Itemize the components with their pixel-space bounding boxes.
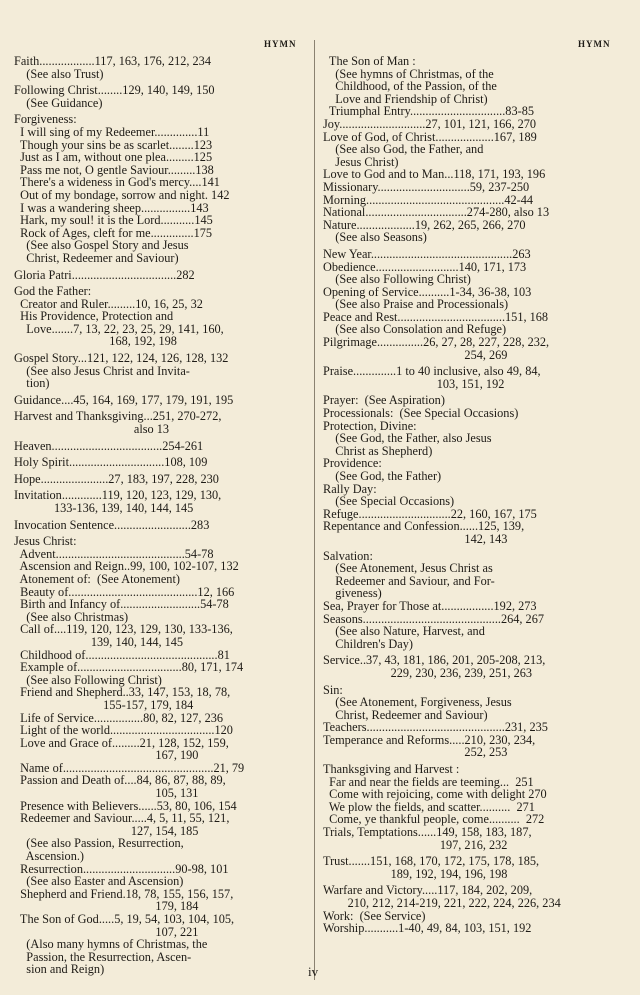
index-entry: Christ, Redeemer and Saviour) bbox=[323, 707, 488, 722]
index-entry: Example of..................................80, 171, 174 bbox=[14, 660, 244, 675]
index-entry: Trials, Temptations......149, 158, 183, 187, bbox=[323, 825, 532, 840]
index-entry: Shepherd and Friend.18, 78, 155, 156, 157, bbox=[14, 886, 234, 901]
index-entry: 155-157, 179, 184 bbox=[14, 697, 194, 712]
index-entry: Light of the world..................................120 bbox=[14, 723, 233, 738]
index-entry: Invitation.............119, 120, 123, 129, 130, bbox=[14, 488, 222, 503]
page-number: iv bbox=[308, 964, 319, 979]
index-entry: (See hymns of Christmas, of the bbox=[323, 66, 494, 81]
column-header-left: HYMN bbox=[264, 39, 297, 49]
index-entry: (See also Nature, Harvest, and bbox=[323, 624, 485, 639]
index-entry: Pilgrimage...............26, 27, 28, 227, 228, 232, bbox=[323, 335, 550, 350]
index-entry: also 13 bbox=[14, 422, 170, 437]
index-entry: (See also Passion, Resurrection, bbox=[14, 836, 184, 851]
index-entry: Nature...................19, 262, 265, 266, 270 bbox=[323, 217, 526, 232]
index-entry: Providence: bbox=[323, 456, 382, 471]
index-entry: Worship...........1-40, 49, 84, 103, 151, 192 bbox=[323, 921, 532, 936]
index-entry: Following Christ........129, 140, 149, 150 bbox=[14, 83, 215, 98]
index-entry: 168, 192, 198 bbox=[14, 334, 177, 349]
index-entry: Childhood of...........................................81 bbox=[14, 647, 230, 662]
index-entry: Presence with Believers......53, 80, 106, 154 bbox=[14, 798, 237, 813]
index-entry: Love and Friendship of Christ) bbox=[323, 91, 488, 106]
index-entry: Childhood, of the Passion, of the bbox=[323, 79, 497, 94]
index-entry: 142, 143 bbox=[323, 531, 508, 546]
index-entry: Sea, Prayer for Those at.................192, 273 bbox=[323, 598, 537, 613]
index-entry: Love of God, of Christ...................167, 189 bbox=[323, 129, 537, 144]
index-entry: Ascension and Reign..99, 100, 102-107, 132 bbox=[14, 559, 239, 574]
index-entry: (See God, the Father, also Jesus bbox=[323, 431, 492, 446]
index-entry: Morning.............................................42-44 bbox=[323, 192, 534, 207]
index-entry: tion) bbox=[14, 376, 50, 391]
index-entry: (See also God, the Father, and bbox=[323, 142, 484, 157]
index-entry: Christ, Redeemer and Saviour) bbox=[14, 250, 179, 265]
index-entry: Sin: bbox=[323, 682, 343, 697]
index-entry: Passion and Death of....84, 86, 87, 88, 89, bbox=[14, 773, 226, 788]
index-entry: Passion, the Resurrection, Ascen- bbox=[14, 949, 192, 964]
index-entry: Harvest and Thanksgiving...251, 270-272, bbox=[14, 409, 222, 424]
index-entry: (See also Jesus Christ and Invita- bbox=[14, 363, 190, 378]
index-entry: Call of....119, 120, 123, 129, 130, 133-136, bbox=[14, 622, 233, 637]
index-entry: Invocation Sentence.........................283 bbox=[14, 517, 210, 532]
index-entry: Salvation: bbox=[323, 548, 373, 563]
index-entry: 189, 192, 194, 196, 198 bbox=[323, 866, 508, 881]
index-entry: Gloria Patri..................................282 bbox=[14, 267, 195, 282]
index-entry: 139, 140, 144, 145 bbox=[14, 634, 184, 649]
index-entry: Jesus Christ) bbox=[323, 154, 399, 169]
index-entry: Seasons.............................................264, 267 bbox=[323, 611, 545, 626]
index-entry: Out of my bondage, sorrow and night. 142 bbox=[14, 187, 230, 202]
index-entry: (See also Trust) bbox=[14, 66, 104, 81]
index-entry: 167, 190 bbox=[14, 748, 199, 763]
index-entry: Work: (See Service) bbox=[323, 908, 426, 923]
index-entry: Hope......................27, 183, 197, 228, 230 bbox=[14, 471, 219, 486]
index-entry: Rock of Ages, cleft for me..............175 bbox=[14, 225, 213, 240]
index-entry: The Son of God.....5, 19, 54, 103, 104, 105, bbox=[14, 912, 235, 926]
index-entry: giveness) bbox=[323, 586, 382, 601]
index-entry: Trust.......151, 168, 170, 172, 175, 178, 185, bbox=[323, 854, 540, 869]
index-entry: 133-136, 139, 140, 144, 145 bbox=[14, 501, 194, 515]
index-entry: I was a wandering sheep................143 bbox=[14, 200, 209, 215]
index-entry: We plow the fields, and scatter.......... 271 bbox=[323, 799, 535, 814]
index-entry: God the Father: bbox=[14, 284, 92, 299]
index-entry: 107, 221 bbox=[14, 924, 199, 939]
index-entry: 103, 151, 192 bbox=[323, 376, 505, 391]
index-entry: (See God, the Father) bbox=[323, 469, 442, 483]
index-entry: (See Atonement, Jesus Christ as bbox=[323, 561, 493, 576]
index-entry: (See also Gospel Story and Jesus bbox=[14, 238, 189, 253]
index-entry: (Also many hymns of Christmas, the bbox=[14, 937, 208, 952]
index-entry: Peace and Rest...................................151, 168 bbox=[323, 309, 549, 324]
index-entry: Life of Service................80, 82, 127, 236 bbox=[14, 710, 224, 725]
index-entry: Rally Day: bbox=[323, 481, 377, 496]
index-entry: Friend and Shepherd..33, 147, 153, 18, 78, bbox=[14, 685, 231, 700]
index-entry: (See Atonement, Forgiveness, Jesus bbox=[323, 695, 512, 710]
index-entry: Prayer: (See Aspiration) bbox=[323, 393, 445, 408]
index-entry: Creator and Ruler.........10, 16, 25, 32 bbox=[14, 296, 203, 311]
index-entry: Refuge..............................22, 160, 167, 175 bbox=[323, 506, 537, 521]
index-entry: Gospel Story...121, 122, 124, 126, 128, 132 bbox=[14, 351, 229, 366]
index-entry: 197, 216, 232 bbox=[323, 837, 508, 852]
left-entry-list bbox=[14, 55, 305, 976]
index-entry: Opening of Service..........1-34, 36-38, 103 bbox=[323, 284, 532, 299]
index-entry: Praise..............1 to 40 inclusive, also 49, 84, bbox=[323, 364, 541, 379]
index-entry: Beauty of..........................................12, 166 bbox=[14, 584, 235, 599]
index-entry: (See also Consolation and Refuge) bbox=[323, 322, 507, 337]
index-entry: Come with rejoicing, come with delight 270 bbox=[323, 787, 547, 802]
index-entry: 254, 269 bbox=[323, 347, 508, 362]
index-entry: Warfare and Victory.....117, 184, 202, 209, bbox=[323, 883, 533, 898]
column-divider bbox=[314, 40, 315, 980]
index-entry: Triumphal Entry...............................83-85 bbox=[323, 104, 534, 119]
index-entry: The Son of Man : bbox=[323, 54, 416, 68]
index-entry: Repentance and Confession......125, 139, bbox=[323, 519, 525, 534]
index-entry: sion and Reign) bbox=[14, 962, 105, 977]
index-entry: Love and Grace of.........21, 128, 152, 159, bbox=[14, 735, 229, 750]
index-entry: Birth and Infancy of..........................54-78 bbox=[14, 597, 229, 612]
index-entry: (See also Seasons) bbox=[323, 230, 427, 245]
index-entry: (See also Praise and Processionals) bbox=[323, 297, 509, 312]
index-entry: Though your sins be as scarlet........123 bbox=[14, 137, 213, 152]
index-entry: Ascension.) bbox=[14, 849, 85, 864]
index-entry: 252, 253 bbox=[323, 745, 508, 760]
index-entry: Just as I am, without one plea.........125 bbox=[14, 150, 213, 165]
index-entry: Christ as Shepherd) bbox=[323, 443, 433, 458]
index-entry: Obedience...........................140, 171, 173 bbox=[323, 259, 527, 274]
index-entry: 210, 212, 214-219, 221, 222, 224, 226, 234 bbox=[323, 896, 561, 910]
index-entry: Processionals: (See Special Occasions) bbox=[323, 406, 519, 421]
right-entry-list bbox=[323, 55, 618, 935]
index-entry: Jesus Christ: bbox=[14, 534, 77, 549]
index-entry: Advent..........................................54-78 bbox=[14, 546, 214, 561]
index-entry: 179, 184 bbox=[14, 899, 199, 914]
column-header-right: HYMN bbox=[578, 39, 611, 49]
index-entry: 105, 131 bbox=[14, 786, 199, 801]
index-entry: National.................................274-280, also 13 bbox=[323, 205, 550, 220]
index-entry: There's a wideness in God's mercy....141 bbox=[14, 175, 220, 190]
index-entry: Redeemer and Saviour.....4, 5, 11, 55, 121, bbox=[14, 811, 230, 826]
index-entry: 127, 154, 185 bbox=[14, 823, 199, 838]
index-entry: Protection, Divine: bbox=[323, 418, 417, 433]
index-entry: Atonement of: (See Atonement) bbox=[14, 571, 180, 586]
index-entry: (See also Christmas) bbox=[14, 609, 129, 624]
index-entry: Joy............................27, 101, 121, 166, 270 bbox=[323, 116, 537, 131]
index-entry: Resurrection..............................90-98, 101 bbox=[14, 861, 229, 876]
index-entry: Name of.................................................21, 79 bbox=[14, 760, 245, 775]
index-entry: Pass me not, O gentle Saviour.........138 bbox=[14, 162, 214, 177]
index-entry: Heaven....................................254-261 bbox=[14, 438, 204, 453]
index-entry: Come, ye thankful people, come.......... 272 bbox=[323, 812, 545, 827]
index-entry: His Providence, Protection and bbox=[14, 309, 174, 324]
index-entry: Hark, my soul! it is the Lord...........145 bbox=[14, 213, 213, 228]
index-entry: Children's Day) bbox=[323, 636, 413, 651]
index-entry: (See also Following Christ) bbox=[323, 272, 471, 287]
index-entry: Temperance and Reforms.....210, 230, 234, bbox=[323, 732, 536, 747]
index-entry: Love to God and to Man...118, 171, 193, 196 bbox=[323, 167, 546, 182]
index-entry: Guidance....45, 164, 169, 177, 179, 191, 195 bbox=[14, 392, 234, 407]
index-entry: Forgiveness: bbox=[14, 112, 77, 127]
index-entry: 229, 230, 236, 239, 251, 263 bbox=[323, 665, 533, 680]
index-entry: Far and near the fields are teeming... 251 bbox=[323, 774, 534, 789]
index-entry: Thanksgiving and Harvest : bbox=[323, 762, 460, 777]
index-entry: Redeemer and Saviour, and For- bbox=[323, 573, 495, 588]
index-entry: Holy Spirit...............................108, 109 bbox=[14, 455, 208, 470]
index-entry: (See also Following Christ) bbox=[14, 672, 162, 687]
index-entry: I will sing of my Redeemer..............11 bbox=[14, 124, 210, 139]
index-entry: (See Guidance) bbox=[14, 95, 103, 110]
index-entry: Faith..................117, 163, 176, 212, 234 bbox=[14, 54, 211, 68]
index-entry: (See also Easter and Ascension) bbox=[14, 874, 184, 889]
index-entry: Love.......7, 13, 22, 23, 25, 29, 141, 160, bbox=[14, 321, 224, 336]
index-entry: Service..37, 43, 181, 186, 201, 205-208, 213, bbox=[323, 653, 546, 668]
index-entry: Teachers.............................................231, 235 bbox=[323, 720, 548, 735]
index-entry: (See Special Occasions) bbox=[323, 494, 455, 509]
index-entry: Missionary..............................59, 237-250 bbox=[323, 179, 530, 194]
index-entry: New Year..............................................263 bbox=[323, 246, 531, 261]
